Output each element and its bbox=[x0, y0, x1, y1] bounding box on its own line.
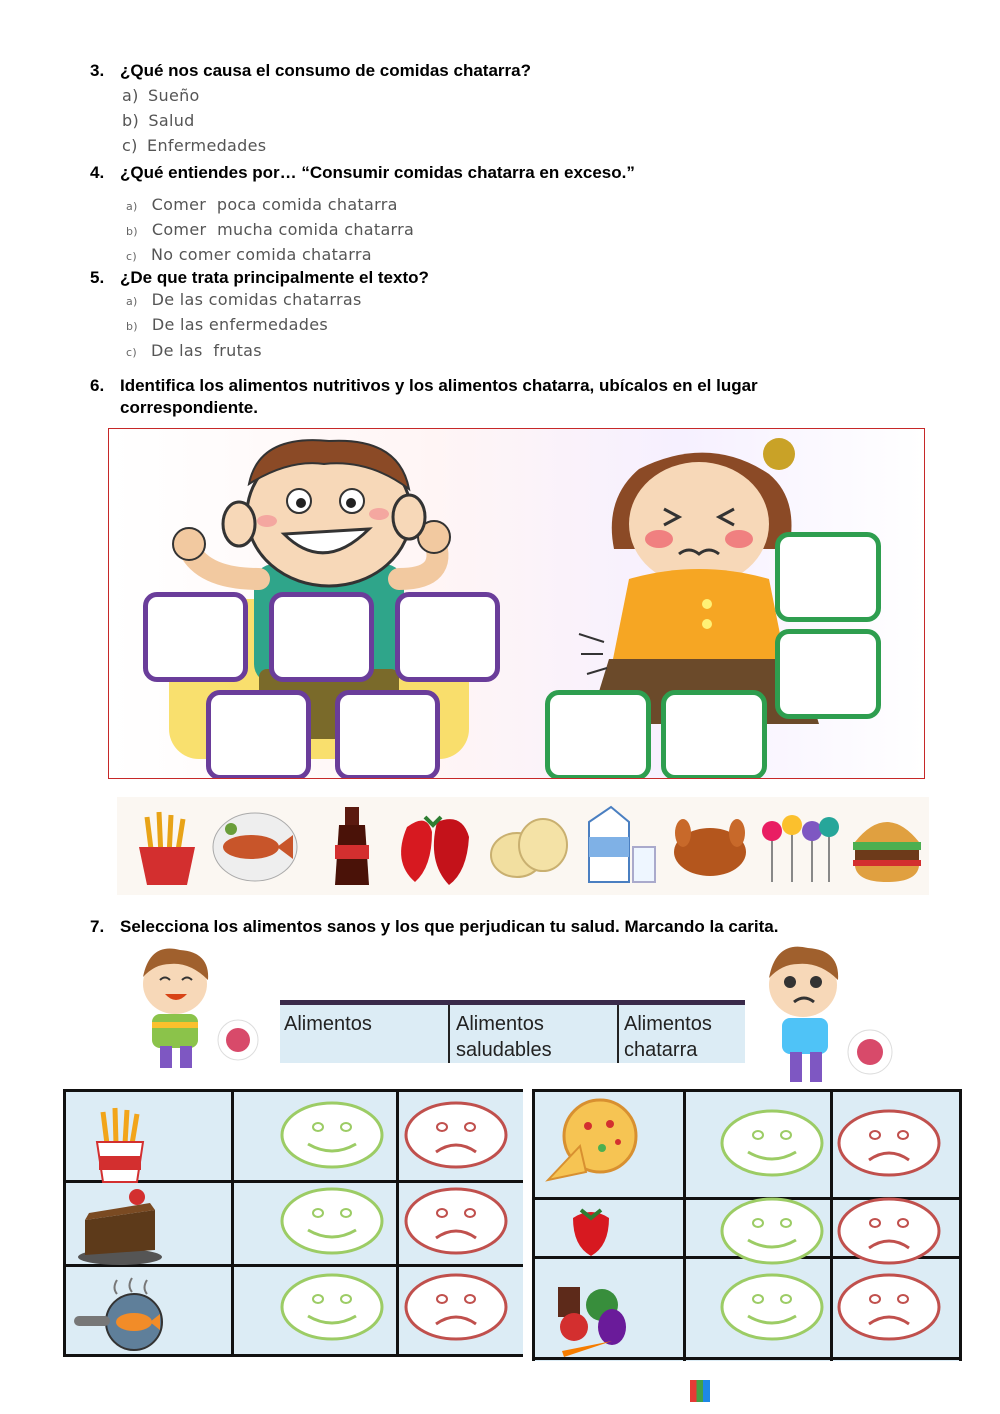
brand-icon bbox=[690, 1380, 710, 1402]
question-5-text: ¿De que trata principalmente el texto? bbox=[120, 268, 429, 287]
right-row-1-sad-face[interactable] bbox=[835, 1108, 943, 1178]
q7-table-header bbox=[280, 1000, 745, 1063]
left-row-2-sad-face[interactable] bbox=[402, 1186, 510, 1256]
header-alimentos: Alimentos bbox=[284, 1013, 372, 1035]
happy-boy-icon bbox=[130, 942, 260, 1072]
left-row-3-sad-face[interactable] bbox=[402, 1272, 510, 1342]
q5-option-c[interactable]: c) De las frutas bbox=[126, 341, 262, 360]
nutritive-drop-box-5[interactable] bbox=[335, 690, 440, 779]
question-7-text: Selecciona los alimentos sanos y los que perjudican tu salud. Marcando la carita. bbox=[120, 917, 779, 936]
table-pizza-icon bbox=[540, 1096, 648, 1188]
roast-chicken-icon[interactable] bbox=[665, 797, 755, 895]
question-6-text: Identifica los alimentos nutritivos y los alimentos chatarra, ubícalos en el lugar correspondiente. bbox=[120, 376, 758, 417]
q3-option-c[interactable]: c) Enfermedades bbox=[122, 136, 267, 155]
nutritive-drop-box-2[interactable] bbox=[269, 592, 374, 682]
left-row-1-sad-face[interactable] bbox=[402, 1100, 510, 1170]
question-4: 4. ¿Qué entiendes por… “Consumir comidas chatarra en exceso.” bbox=[90, 162, 840, 184]
lollipops-icon[interactable] bbox=[757, 797, 842, 895]
header-alimentos-chatarra: Alimentos chatarra bbox=[624, 1013, 712, 1061]
left-row-2-happy-face[interactable] bbox=[278, 1186, 386, 1256]
table-vegetables-icon bbox=[552, 1283, 634, 1359]
eggs-icon[interactable] bbox=[485, 797, 575, 895]
header-alimentos-saludables: Alimentos saludables bbox=[456, 1013, 552, 1061]
nutritive-drop-box-3[interactable] bbox=[395, 592, 500, 682]
header-divider-2 bbox=[617, 1005, 619, 1063]
table-chocolate-cake-icon bbox=[75, 1185, 165, 1267]
q3-option-a[interactable]: a) Sueño bbox=[122, 86, 200, 105]
nutritive-drop-box-4[interactable] bbox=[206, 690, 311, 779]
question-3-text: ¿Qué nos causa el consumo de comidas chatarra? bbox=[120, 61, 531, 80]
question-6: 6. Identifica los alimentos nutritivos y los alimentos chatarra, ubícalos en el lugar correspondiente. bbox=[90, 375, 840, 419]
q4-option-a[interactable]: a) Comer poca comida chatarra bbox=[126, 195, 398, 214]
sorting-scene bbox=[108, 428, 925, 779]
question-5: 5. ¿De que trata principalmente el texto? bbox=[90, 267, 840, 289]
junk-drop-box-4[interactable] bbox=[661, 690, 767, 779]
right-row-2-happy-face[interactable] bbox=[718, 1196, 826, 1266]
right-row-3-happy-face[interactable] bbox=[718, 1272, 826, 1342]
table-fries-icon bbox=[85, 1104, 155, 1184]
header-divider-1 bbox=[448, 1005, 450, 1063]
fish-plate-icon[interactable] bbox=[209, 797, 301, 895]
hamburger-icon[interactable] bbox=[847, 797, 927, 895]
nutritive-drop-box-1[interactable] bbox=[143, 592, 248, 682]
question-7: 7. Selecciona los alimentos sanos y los que perjudican tu salud. Marcando la carita. bbox=[90, 916, 920, 938]
junk-drop-box-1[interactable] bbox=[775, 532, 881, 622]
food-strip bbox=[117, 797, 929, 895]
table-strawberry-icon bbox=[565, 1198, 617, 1258]
junk-drop-box-2[interactable] bbox=[775, 629, 881, 719]
fries-icon[interactable] bbox=[127, 797, 207, 895]
q5-option-a[interactable]: a) De las comidas chatarras bbox=[126, 290, 362, 309]
liveworksheets-logo bbox=[690, 1374, 714, 1407]
junk-drop-box-3[interactable] bbox=[545, 690, 651, 779]
q4-option-b[interactable]: b) Comer mucha comida chatarra bbox=[126, 220, 415, 239]
right-row-1-happy-face[interactable] bbox=[718, 1108, 826, 1178]
right-row-3-sad-face[interactable] bbox=[835, 1272, 943, 1342]
left-row-3-happy-face[interactable] bbox=[278, 1272, 386, 1342]
left-row-1-happy-face[interactable] bbox=[278, 1100, 386, 1170]
milk-icon[interactable] bbox=[579, 797, 659, 895]
q3-option-b[interactable]: b) Salud bbox=[122, 111, 195, 130]
q4-option-c[interactable]: c) No comer comida chatarra bbox=[126, 245, 372, 264]
strawberries-icon[interactable] bbox=[387, 797, 477, 895]
q5-option-b[interactable]: b) De las enfermedades bbox=[126, 315, 328, 334]
table-fried-fish-pan-icon bbox=[72, 1272, 172, 1352]
right-row-2-sad-face[interactable] bbox=[835, 1196, 943, 1266]
question-4-text: ¿Qué entiendes por… “Consumir comidas chatarra en exceso.” bbox=[120, 163, 635, 182]
question-3: 3. ¿Qué nos causa el consumo de comidas chatarra? bbox=[90, 60, 840, 82]
sick-boy-icon bbox=[758, 940, 898, 1088]
cola-bottle-icon[interactable] bbox=[317, 797, 387, 895]
